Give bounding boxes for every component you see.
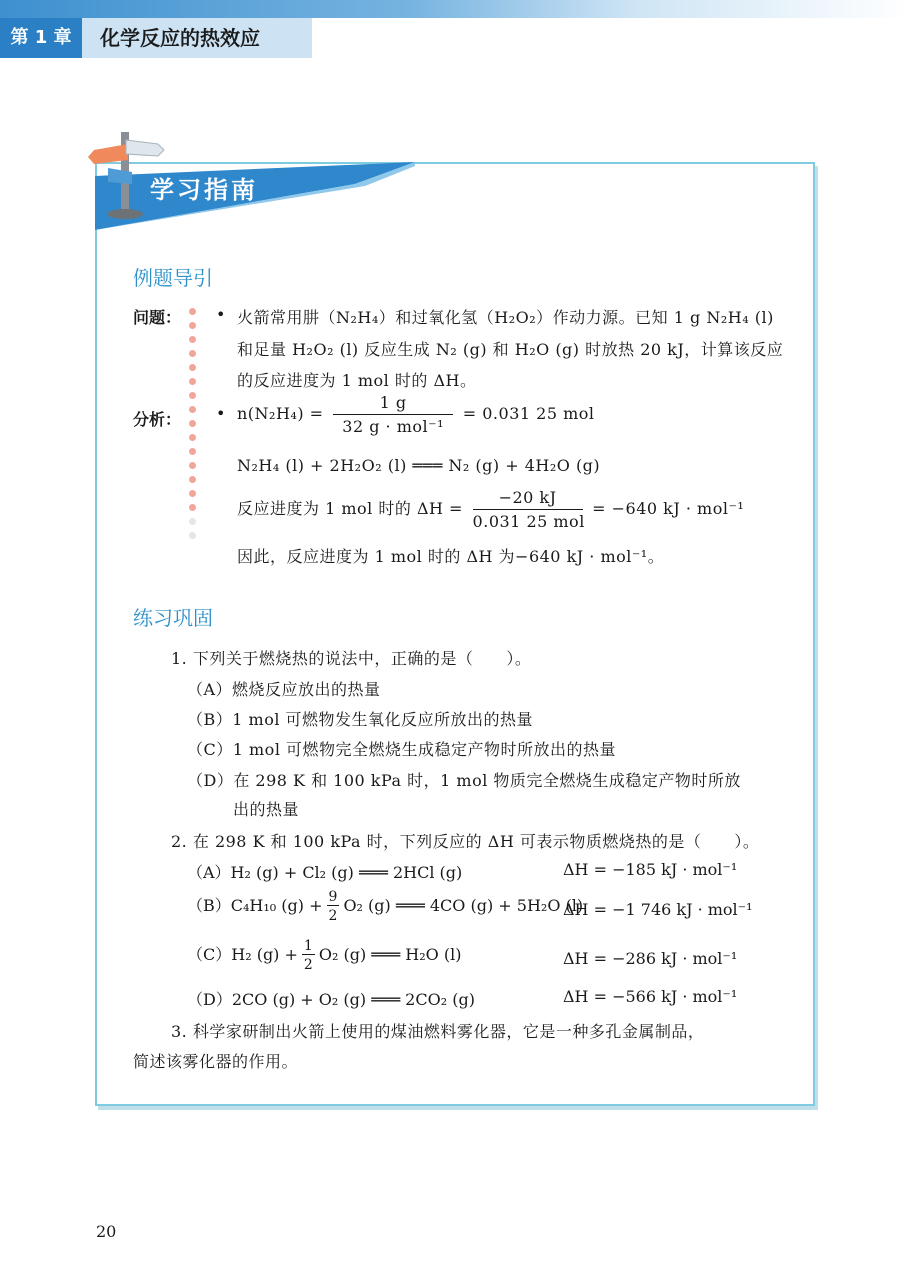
header-gradient-bar	[0, 0, 910, 18]
q2-option-b-dh: ΔH = −1 746 kJ · mol⁻¹	[563, 900, 753, 919]
q2-c-num: 1	[303, 938, 313, 954]
q1-option-c: （C）1 mol 可燃物完全燃烧生成稳定产物时所放出的热量	[187, 740, 617, 759]
q2-b-pre: （B）C₄H₁₀ (g) +	[187, 896, 323, 915]
question-line: 的反应进度为 1 mol 时的 ΔH。	[237, 371, 477, 390]
q2-option-d-dh: ΔH = −566 kJ · mol⁻¹	[563, 987, 738, 1006]
question-line: 火箭常用肼（N₂H₄）和过氧化氢（H₂O₂）作动力源。已知 1 g N₂H₄ (l)	[237, 308, 774, 327]
q2-option-b	[187, 889, 583, 924]
q3-line: 简述该雾化器的作用。	[133, 1052, 299, 1071]
moles-fraction	[333, 393, 453, 436]
moles-result: = 0.031 25 mol	[462, 404, 595, 423]
q2-c-fraction	[302, 938, 315, 973]
dotted-divider	[189, 308, 199, 546]
q2-c-post: O₂ (g) ═══ H₂O (l)	[318, 945, 462, 964]
q2-stem: 2. 在 298 K 和 100 kPa 时，下列反应的 ΔH 可表示物质燃烧热的是（ ）。	[171, 832, 760, 851]
q3-line: 3. 科学家研制出火箭上使用的煤油燃料雾化器，它是一种多孔金属制品，	[171, 1022, 705, 1041]
q2-option-a-dh: ΔH = −185 kJ · mol⁻¹	[563, 860, 738, 879]
enthalpy-calculation	[237, 488, 744, 531]
q1-option-a: （A）燃烧反应放出的热量	[187, 680, 381, 699]
conclusion-text: 因此，反应进度为 1 mol 时的 ΔH 为−640 kJ · mol⁻¹。	[237, 547, 665, 566]
q2-b-post: O₂ (g) ═══ 4CO (g) + 5H₂O (l)	[343, 896, 584, 915]
moles-numerator: 1 g	[333, 393, 453, 415]
example-heading: 例题导引	[133, 266, 213, 290]
q2-b-den: 2	[328, 908, 338, 924]
q2-b-fraction	[327, 889, 340, 924]
page-number: 20	[96, 1222, 117, 1241]
moles-lhs: n(N₂H₄) =	[237, 404, 324, 423]
enthalpy-fraction	[473, 488, 583, 531]
moles-denominator: 32 g · mol⁻¹	[342, 417, 445, 436]
q2-b-num: 9	[328, 889, 338, 905]
enthalpy-lhs: 反应进度为 1 mol 时的 ΔH =	[237, 499, 463, 518]
q2-option-d: （D）2CO (g) + O₂ (g) ═══ 2CO₂ (g)	[187, 990, 475, 1009]
q2-option-a: （A）H₂ (g) + Cl₂ (g) ═══ 2HCl (g)	[187, 863, 463, 882]
bullet-icon: •	[216, 305, 226, 324]
q1-stem: 1. 下列关于燃烧热的说法中，正确的是（ ）。	[171, 649, 532, 668]
chapter-label: 第 1 章	[0, 18, 82, 58]
q2-option-c	[187, 938, 461, 973]
bullet-icon: •	[216, 404, 226, 423]
q1-option-d-cont: 出的热量	[233, 800, 300, 819]
q2-c-den: 2	[303, 957, 313, 973]
enthalpy-numerator: −20 kJ	[473, 488, 583, 510]
reaction-equation: N₂H₄ (l) + 2H₂O₂ (l) ═══ N₂ (g) + 4H₂O (g)	[237, 456, 601, 475]
analysis-label: 分析：	[133, 410, 182, 429]
moles-calculation	[237, 393, 595, 436]
q1-option-b: （B）1 mol 可燃物发生氧化反应所放出的热量	[187, 710, 534, 729]
chapter-title: 化学反应的热效应	[82, 18, 312, 58]
question-label: 问题：	[133, 308, 182, 327]
banner-title: 学习指南	[150, 176, 258, 204]
question-line: 和足量 H₂O₂ (l) 反应生成 N₂ (g) 和 H₂O (g) 时放热 20 kJ，计算该反应	[237, 340, 784, 359]
q1-option-d: （D）在 298 K 和 100 kPa 时，1 mol 物质完全燃烧生成稳定产物时所放	[187, 771, 741, 790]
q2-c-pre: （C）H₂ (g) +	[187, 945, 298, 964]
enthalpy-result: = −640 kJ · mol⁻¹	[592, 499, 745, 518]
enthalpy-denominator: 0.031 25 mol	[472, 512, 585, 531]
practice-heading: 练习巩固	[133, 606, 213, 630]
q2-option-c-dh: ΔH = −286 kJ · mol⁻¹	[563, 949, 738, 968]
